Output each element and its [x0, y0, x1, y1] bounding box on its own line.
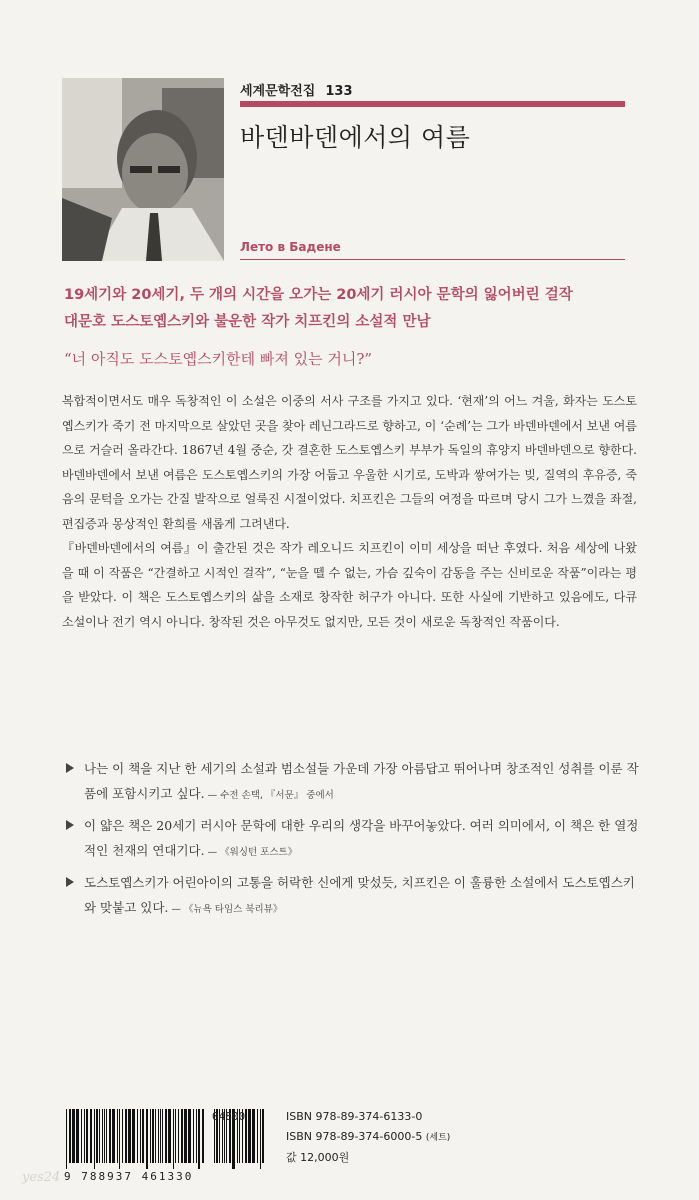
barcode-bar: [104, 1109, 105, 1163]
barcode-bar: [94, 1109, 95, 1169]
synopsis-paragraph-2: 『바덴바덴에서의 여름』이 출간된 것은 작가 레오니드 치프킨이 이미 세상을 떠난 후였다. 처음 세상에 나왔을 때 이 작품은 “간결하고 시적인 걸작”, “눈을 뗄 수 없는, 가슴 깊숙이 감동을 주는 신비로운 작품”이라는 평을 받았다. 이 책은 도스토옙스키의 삶을 소재로 창작한 허구가 아니다. 또한 사실에 기반하고 있음에도, 다큐 소설이나 전기 역시 아니다. 창작된 것은 아무것도 없지만, 모든 것이 새로운 독창적인 작품이다.: [62, 541, 637, 629]
series-number: 133: [325, 84, 353, 99]
barcode-digits: 9 788937 461330: [64, 1170, 194, 1183]
barcode-bar: [165, 1109, 167, 1163]
barcode-bar: [84, 1109, 85, 1163]
barcode-bar: [245, 1109, 247, 1163]
barcode-bar: [117, 1109, 118, 1163]
triangle-bullet-icon: [66, 820, 74, 830]
barcode-bar: [248, 1109, 251, 1163]
barcode-bar: [90, 1109, 92, 1163]
synopsis-paragraph-1: 복합적이면서도 매우 독창적인 이 소설은 이중의 서사 구조를 가지고 있다. ‘현재’의 어느 겨울, 화자는 도스토옙스키가 죽기 전 마지막으로 살았던 곳을 찾아 레닌그라드로 향하고, 이 ‘순례’는 그가 바덴바덴에서 보낸 여름으로 거슬러 올라간다. 1867년 4월 중순, 갓 결혼한 도스토옙스키 부부가 독일의 휴양지 바덴바덴으로 향한다. 바덴바덴에서 보낸 여름은 도스토옙스키의 가장 어둡고 우울한 시기로, 도박과 쌓여가는 빚, 질역의 후유증, 죽음의 문턱을 오가는 간질 발작으로 얼룩진 시절이었다. 치프킨은 그들의 여정을 따르며 당시 그가 느꼈을 좌절, 편집증과 몽상적인 환희를 새롭게 그려낸다.: [62, 394, 637, 531]
watermark-logo: yes24: [22, 1170, 61, 1185]
review-source: — 수전 손택, 『서문』 중에서: [204, 790, 334, 801]
barcode-bar: [188, 1109, 191, 1163]
price: 값 12,000원: [286, 1151, 350, 1164]
barcode-bar: [112, 1109, 115, 1163]
review-source: — 《워싱턴 포스트》: [204, 847, 298, 858]
barcode-bar: [128, 1109, 131, 1163]
barcode-bar: [162, 1109, 163, 1163]
barcode-bar: [257, 1109, 258, 1163]
review-item: [62, 813, 642, 865]
original-title: Лето в Бадене: [240, 240, 341, 254]
barcode-bar: [155, 1109, 156, 1163]
barcode-bar: [96, 1109, 98, 1163]
barcode-bar: [152, 1109, 154, 1163]
barcode-bar: [72, 1109, 75, 1163]
barcode-addon: 04800: [212, 1110, 246, 1123]
barcode-bar: [106, 1109, 107, 1163]
isbn-block: [286, 1107, 450, 1168]
review-source: — 《뉴욕 타임스 북리뷰》: [168, 904, 283, 915]
book-title: 바덴바덴에서의 여름: [240, 123, 471, 152]
barcode-bar: [184, 1109, 187, 1163]
isbn-book: ISBN 978-89-374-6133-0: [286, 1110, 423, 1123]
barcode-bar: [76, 1109, 79, 1163]
barcode-bar: [140, 1109, 141, 1163]
review-list: [62, 756, 642, 927]
barcode-bar: [175, 1109, 176, 1163]
barcode-bar: [202, 1109, 204, 1163]
headline-line-1: 19세기와 20세기, 두 개의 시간을 오가는 20세기 러시아 문학의 잃어버린 걸작: [64, 287, 573, 303]
pull-quote: “너 아직도 도스토옙스키한테 빠져 있는 거니?”: [64, 350, 373, 368]
review-text: 도스토옙스키가 어린아이의 고통을 허락한 신에게 맞섰듯, 치프킨은 이 훌륭한 소설에서 도스토옙스키와 맞붙고 있다.: [84, 875, 635, 915]
barcode-bar: [86, 1109, 88, 1163]
barcode-bar: [69, 1109, 71, 1163]
barcode-bar: [168, 1109, 171, 1163]
barcode-bar: [142, 1109, 144, 1163]
isbn-set: ISBN 978-89-374-6000-5: [286, 1130, 423, 1143]
barcode-bar: [260, 1109, 261, 1169]
triangle-bullet-icon: [66, 763, 74, 773]
barcode-bar: [66, 1109, 67, 1169]
barcode-bar: [146, 1109, 148, 1169]
barcode-bar: [102, 1109, 103, 1163]
barcode-bar: [150, 1109, 151, 1163]
series-name: 세계문학전집: [240, 84, 316, 99]
barcode-bar: [198, 1109, 200, 1169]
triangle-bullet-icon: [66, 877, 74, 887]
title-accent-bar: [240, 101, 625, 107]
isbn-set-label: (세트): [425, 1133, 451, 1143]
barcode-bar: [196, 1109, 197, 1163]
barcode-bar: [125, 1109, 127, 1163]
barcode-bar: [160, 1109, 161, 1163]
synopsis: [62, 389, 637, 634]
review-text: 나는 이 책을 지난 한 세기의 소설과 범소설들 가운데 가장 아름답고 뛰어나며 창조적인 성취를 이룬 작품에 포함시키고 싶다.: [84, 761, 639, 801]
series-label: [240, 80, 353, 99]
barcode-bar: [173, 1109, 174, 1169]
barcode-bar: [181, 1109, 183, 1163]
review-text: 이 얇은 책은 20세기 러시아 문학에 대한 우리의 생각을 바꾸어놓았다. 여러 의미에서, 이 책은 한 열정적인 천재의 연대기다.: [84, 818, 639, 858]
review-item: [62, 870, 642, 922]
headline-line-2: 대문호 도스토옙스키와 불운한 작가 치프킨의 소설적 만남: [64, 314, 431, 330]
barcode-bar: [262, 1109, 264, 1163]
author-portrait-illustration: [62, 78, 224, 261]
barcode-bar: [122, 1109, 123, 1163]
barcode-bar: [81, 1109, 82, 1163]
barcode-bar: [158, 1109, 159, 1163]
headline: [64, 282, 644, 336]
barcode-bar: [178, 1109, 179, 1163]
author-photo: [62, 78, 224, 261]
barcode-bar: [109, 1109, 111, 1163]
barcode-bar: [252, 1109, 255, 1163]
barcode-bar: [132, 1109, 135, 1163]
barcode-bar: [137, 1109, 138, 1163]
isbn-set-line: [286, 1127, 450, 1148]
barcode-bar: [99, 1109, 100, 1163]
original-title-underline: [240, 259, 625, 260]
barcode-bar: [193, 1109, 194, 1163]
barcode-bar: [119, 1109, 120, 1169]
review-item: [62, 756, 642, 808]
